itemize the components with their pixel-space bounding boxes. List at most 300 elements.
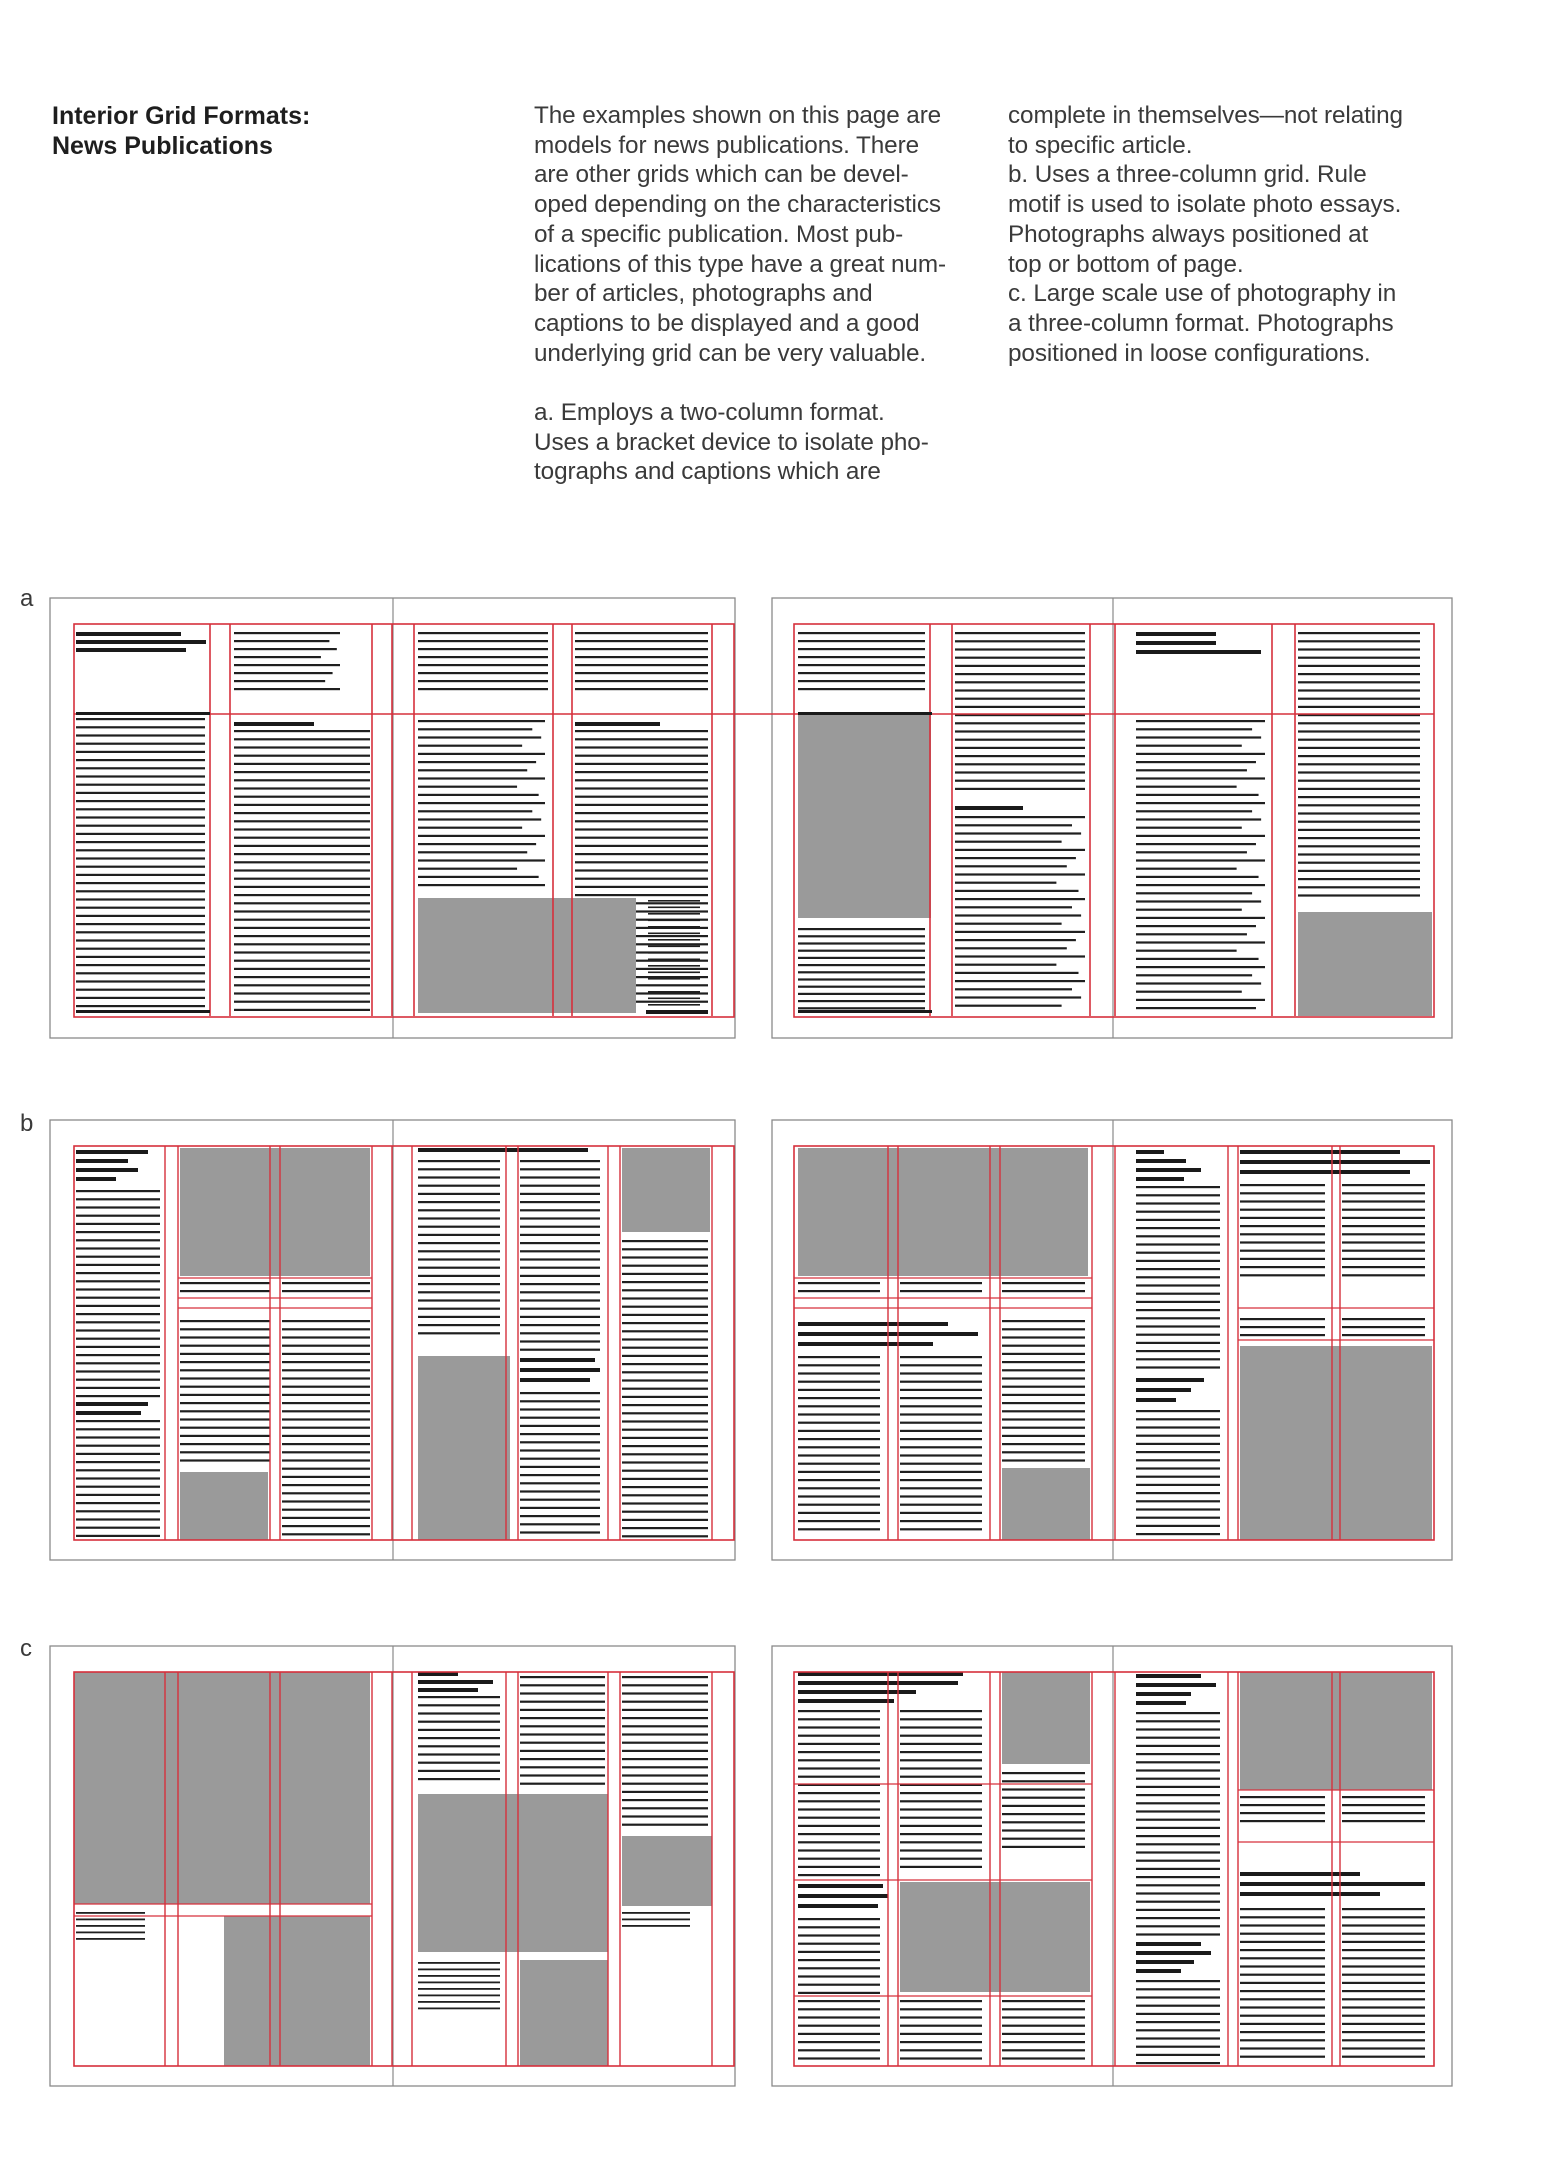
text-line xyxy=(282,1290,370,1292)
text-line xyxy=(1298,755,1420,757)
bracket-rule xyxy=(76,712,210,715)
text-line xyxy=(180,1435,270,1437)
headline-line xyxy=(76,640,206,644)
text-line xyxy=(900,2000,982,2002)
text-line xyxy=(1136,786,1237,788)
text-line xyxy=(798,1817,880,1819)
text-line xyxy=(520,1433,600,1435)
text-line-block xyxy=(622,1912,690,1927)
text-line xyxy=(798,1759,880,1761)
text-line xyxy=(76,882,205,884)
text-line xyxy=(1342,1184,1425,1186)
text-line xyxy=(1002,1369,1085,1371)
headline-line xyxy=(76,1411,141,1415)
text-line xyxy=(76,1313,160,1315)
text-line xyxy=(575,763,708,765)
text-line xyxy=(622,1502,708,1504)
text-line xyxy=(180,1282,270,1284)
headline-line xyxy=(1136,1674,1201,1678)
headline-line xyxy=(1136,1150,1164,1154)
text-line xyxy=(1136,1451,1220,1453)
text-line xyxy=(622,1429,708,1431)
text-line xyxy=(1136,1467,1220,1469)
text-line xyxy=(1298,673,1420,675)
text-line xyxy=(234,812,370,814)
text-line xyxy=(1136,909,1242,911)
headline-block xyxy=(1136,1378,1204,1402)
text-line xyxy=(1342,1820,1425,1822)
text-line xyxy=(418,1193,500,1195)
text-line xyxy=(798,688,925,690)
text-line xyxy=(575,787,708,789)
text-line xyxy=(1240,2056,1325,2058)
text-line xyxy=(955,648,1085,650)
text-line xyxy=(1298,821,1420,823)
text-line xyxy=(798,1381,880,1383)
text-line xyxy=(900,1290,982,1292)
text-line xyxy=(1298,698,1420,700)
text-line xyxy=(234,1001,370,1003)
bracket-rule xyxy=(798,712,932,715)
text-line xyxy=(1136,900,1261,902)
text-line xyxy=(76,1510,160,1512)
body-text-line: of a specific publication. Most pub- xyxy=(534,220,904,248)
text-line xyxy=(798,1959,880,1961)
body-text-line: underlying grid can be very valuable. xyxy=(534,339,927,367)
text-line xyxy=(900,1479,982,1481)
photo-block xyxy=(798,1148,1088,1276)
text-line xyxy=(1136,1317,1220,1319)
text-line xyxy=(622,1273,708,1275)
text-line xyxy=(1136,777,1265,779)
text-line xyxy=(1136,892,1252,894)
text-line xyxy=(76,997,205,999)
text-line xyxy=(900,1413,982,1415)
text-line xyxy=(1136,1186,1220,1188)
text-line xyxy=(900,1463,982,1465)
text-line xyxy=(1136,2021,1220,2023)
text-line xyxy=(76,792,205,794)
text-line xyxy=(1240,1924,1325,1926)
text-line xyxy=(520,1185,600,1187)
text-line xyxy=(798,986,925,988)
text-line xyxy=(1342,1804,1425,1806)
text-line xyxy=(418,1291,500,1293)
text-line xyxy=(1002,1772,1085,1774)
text-line xyxy=(418,1234,500,1236)
text-line xyxy=(1136,1835,1220,1837)
text-line xyxy=(575,894,708,896)
text-line xyxy=(648,965,700,967)
text-line xyxy=(282,1320,370,1322)
headline-block xyxy=(798,1672,963,1703)
text-line xyxy=(76,1338,160,1340)
text-line xyxy=(418,769,527,771)
text-line xyxy=(520,1349,600,1351)
text-line xyxy=(575,746,708,748)
text-line xyxy=(955,657,1085,659)
text-line xyxy=(76,718,205,720)
text-line xyxy=(1342,2039,1425,2041)
text-line xyxy=(76,1527,160,1529)
text-line xyxy=(1002,1846,1085,1848)
text-line xyxy=(1342,1812,1425,1814)
text-line xyxy=(76,808,205,810)
text-line xyxy=(1240,1982,1325,1984)
text-line xyxy=(180,1328,270,1330)
headline-line xyxy=(76,1159,128,1163)
text-line xyxy=(1298,870,1420,872)
text-line xyxy=(418,648,548,650)
text-line xyxy=(575,730,708,732)
text-line xyxy=(76,1288,160,1290)
text-line xyxy=(418,827,522,829)
text-line xyxy=(955,698,1085,700)
text-line xyxy=(1136,2046,1220,2048)
text-line xyxy=(1136,917,1265,919)
text-line xyxy=(418,876,539,878)
text-line xyxy=(1240,1957,1325,1959)
text-line xyxy=(955,865,1067,867)
text-line xyxy=(622,1379,708,1381)
text-line xyxy=(520,1193,600,1195)
text-line xyxy=(648,913,700,915)
text-line xyxy=(900,1372,982,1374)
text-line xyxy=(622,1470,708,1472)
text-line xyxy=(1136,736,1261,738)
text-line xyxy=(798,1528,880,1530)
text-line xyxy=(76,767,205,769)
text-line xyxy=(622,1511,708,1513)
text-line xyxy=(575,755,708,757)
text-line xyxy=(900,1833,982,1835)
text-line xyxy=(1136,728,1252,730)
text-line xyxy=(1240,1916,1325,1918)
text-line xyxy=(76,1346,160,1348)
headline-block xyxy=(1240,1150,1430,1174)
text-line xyxy=(622,1919,690,1921)
text-line xyxy=(622,1676,708,1678)
body-text-line: Photographs always positioned at xyxy=(1008,220,1369,248)
text-line xyxy=(798,1290,880,1292)
text-line xyxy=(1136,925,1256,927)
text-line xyxy=(1240,2006,1325,2008)
text-line xyxy=(1240,1209,1325,1211)
text-line xyxy=(76,734,205,736)
text-line xyxy=(520,1201,600,1203)
text-line xyxy=(76,1206,160,1208)
text-line xyxy=(520,1340,600,1342)
text-line xyxy=(1240,1941,1325,1943)
text-line xyxy=(1240,1225,1325,1227)
text-line xyxy=(575,664,708,666)
text-line xyxy=(648,933,700,935)
text-line xyxy=(234,853,370,855)
text-line xyxy=(418,1745,500,1747)
text-line xyxy=(798,1992,880,1994)
text-line xyxy=(234,902,370,904)
text-line xyxy=(1342,1266,1425,1268)
body-text-line: oped depending on the characteristics xyxy=(534,191,941,219)
text-line xyxy=(955,914,1081,916)
bracket-rule xyxy=(76,1010,210,1013)
text-line xyxy=(418,1737,500,1739)
text-line xyxy=(955,780,1085,782)
text-line xyxy=(798,1984,880,1986)
text-line xyxy=(622,1766,708,1768)
text-line xyxy=(575,688,708,690)
text-line xyxy=(798,2033,880,2035)
text-line xyxy=(520,1507,600,1509)
text-line xyxy=(76,1321,160,1323)
text-line xyxy=(418,851,527,853)
text-line xyxy=(418,1299,500,1301)
text-line xyxy=(180,1459,270,1461)
text-line xyxy=(76,849,205,851)
text-line xyxy=(1136,1219,1220,1221)
text-line xyxy=(955,923,1062,925)
text-line xyxy=(798,971,925,973)
text-line-block xyxy=(955,816,1085,1007)
text-line xyxy=(575,738,708,740)
text-line xyxy=(180,1402,270,1404)
text-line xyxy=(180,1377,270,1379)
text-line xyxy=(798,2008,880,2010)
text-line xyxy=(76,800,205,802)
text-line xyxy=(1136,941,1265,943)
text-line xyxy=(575,861,708,863)
text-line xyxy=(900,1356,982,1358)
text-line xyxy=(520,1316,600,1318)
text-line xyxy=(418,1696,500,1698)
text-line xyxy=(1002,2008,1085,2010)
text-line xyxy=(234,771,370,773)
text-line xyxy=(1136,1827,1220,1829)
text-line xyxy=(648,952,700,954)
text-line xyxy=(648,998,700,1000)
text-line xyxy=(1136,991,1242,993)
text-line xyxy=(955,763,1085,765)
text-line xyxy=(798,1726,880,1728)
text-line xyxy=(418,1275,500,1277)
text-line xyxy=(1342,1318,1425,1320)
text-line xyxy=(1136,1194,1220,1196)
text-line xyxy=(282,1386,370,1388)
headline-block xyxy=(418,1148,588,1152)
headline-line xyxy=(1136,641,1216,645)
text-line xyxy=(622,1347,708,1349)
example-label-c: c xyxy=(20,1635,32,1662)
text-line xyxy=(1136,1778,1220,1780)
text-line xyxy=(234,886,370,888)
text-line xyxy=(520,1499,600,1501)
text-line xyxy=(1136,982,1261,984)
text-line xyxy=(418,818,541,820)
headline-block xyxy=(1136,1674,1216,1705)
headline-line xyxy=(798,1342,933,1346)
text-line xyxy=(798,1389,880,1391)
text-line xyxy=(234,861,370,863)
text-line xyxy=(900,2008,982,2010)
text-line xyxy=(900,1718,982,1720)
text-line xyxy=(418,1176,500,1178)
text-line xyxy=(234,648,337,650)
text-line xyxy=(418,1995,500,1997)
text-line xyxy=(234,804,370,806)
text-line xyxy=(282,1328,370,1330)
text-line xyxy=(1136,1980,1220,1982)
text-line xyxy=(282,1369,370,1371)
text-line xyxy=(1298,780,1420,782)
text-line xyxy=(418,868,517,870)
text-line xyxy=(798,664,925,666)
headline-line xyxy=(1240,1892,1380,1896)
headline-line xyxy=(418,1680,493,1684)
text-line xyxy=(282,1427,370,1429)
text-line xyxy=(622,1338,708,1340)
text-line xyxy=(520,1441,600,1443)
text-line xyxy=(1002,1290,1085,1292)
text-line xyxy=(1298,640,1420,642)
text-line xyxy=(76,972,205,974)
text-line xyxy=(418,1217,500,1219)
text-line xyxy=(234,943,370,945)
headline-line xyxy=(76,632,181,636)
text-line xyxy=(1342,1209,1425,1211)
text-line-block xyxy=(418,632,548,690)
text-line-block xyxy=(418,720,545,886)
text-line xyxy=(1136,950,1237,952)
text-line xyxy=(900,1808,982,1810)
text-line xyxy=(1002,1435,1085,1437)
text-line xyxy=(1342,1258,1425,1260)
text-line xyxy=(76,816,205,818)
text-line xyxy=(1136,1426,1220,1428)
text-line xyxy=(798,1858,880,1860)
text-line xyxy=(418,720,545,722)
text-line xyxy=(798,1735,880,1737)
text-line xyxy=(76,1436,160,1438)
text-line xyxy=(1240,1804,1325,1806)
text-line xyxy=(1240,1908,1325,1910)
text-line xyxy=(76,948,205,950)
headline-line xyxy=(798,1904,878,1908)
text-line-block xyxy=(1240,1796,1325,1822)
text-line xyxy=(1136,1260,1220,1262)
body-text-line: motif is used to isolate photo essays. xyxy=(1008,191,1402,219)
text-line xyxy=(575,796,708,798)
text-line xyxy=(900,1520,982,1522)
text-line xyxy=(418,1969,500,1971)
text-line xyxy=(234,672,333,674)
text-line xyxy=(1136,1517,1220,1519)
text-line xyxy=(418,664,548,666)
photo-block xyxy=(180,1148,370,1276)
text-line xyxy=(1240,1318,1325,1320)
text-line xyxy=(1002,2033,1085,2035)
text-line xyxy=(798,1000,925,1002)
text-line xyxy=(520,1490,600,1492)
text-line xyxy=(1240,1820,1325,1822)
text-line xyxy=(798,1397,880,1399)
text-line xyxy=(1136,1901,1220,1903)
text-line xyxy=(282,1517,370,1519)
text-line xyxy=(418,640,548,642)
text-line xyxy=(76,1919,145,1921)
text-line xyxy=(622,1791,708,1793)
text-line xyxy=(622,1478,708,1480)
text-line xyxy=(1136,1761,1220,1763)
headline-block xyxy=(418,1672,493,1692)
text-line xyxy=(648,939,700,941)
text-line xyxy=(622,1519,708,1521)
text-line xyxy=(798,1446,880,1448)
text-line xyxy=(76,1190,160,1192)
text-line-block xyxy=(900,1282,982,1292)
text-line xyxy=(1002,1377,1085,1379)
text-line xyxy=(180,1394,270,1396)
text-line xyxy=(955,722,1085,724)
text-line xyxy=(76,1223,160,1225)
text-line xyxy=(1136,1500,1220,1502)
body-text-line: complete in themselves—not relating xyxy=(1008,102,1403,129)
text-line xyxy=(1240,1974,1325,1976)
text-line xyxy=(1136,1252,1220,1254)
text-line xyxy=(575,820,708,822)
text-line xyxy=(648,920,700,922)
body-text-line: to specific article. xyxy=(1008,131,1193,159)
headline-line xyxy=(798,1894,888,1898)
text-line xyxy=(1298,862,1420,864)
text-line xyxy=(282,1353,370,1355)
text-line xyxy=(520,1774,605,1776)
text-line xyxy=(418,1975,500,1977)
text-line xyxy=(234,680,325,682)
text-line xyxy=(900,2057,982,2059)
text-line xyxy=(1136,2062,1220,2064)
text-line-block xyxy=(1136,720,1265,1009)
text-line xyxy=(955,640,1085,642)
text-line xyxy=(900,2049,982,2051)
text-line xyxy=(520,1324,600,1326)
headline-line xyxy=(575,722,660,726)
text-line-block xyxy=(520,1676,605,1785)
text-line-block xyxy=(1002,1282,1085,1292)
text-line xyxy=(798,1751,880,1753)
text-line xyxy=(418,884,545,886)
text-line xyxy=(418,745,522,747)
text-line xyxy=(520,1400,600,1402)
text-line xyxy=(1136,1851,1220,1853)
headline-line xyxy=(76,1150,148,1154)
text-line xyxy=(622,1322,708,1324)
headline-block xyxy=(76,1402,148,1415)
text-line xyxy=(1136,827,1242,829)
text-line xyxy=(648,985,700,987)
text-line xyxy=(1136,1753,1220,1755)
text-line xyxy=(622,1281,708,1283)
text-line xyxy=(418,1267,500,1269)
text-line xyxy=(900,2041,982,2043)
text-line-block xyxy=(622,1676,708,1826)
text-line xyxy=(900,1487,982,1489)
text-line xyxy=(418,802,545,804)
text-line xyxy=(234,779,370,781)
text-line xyxy=(798,1487,880,1489)
text-line xyxy=(1298,837,1420,839)
text-line xyxy=(798,978,925,980)
text-line-block xyxy=(234,730,370,1011)
